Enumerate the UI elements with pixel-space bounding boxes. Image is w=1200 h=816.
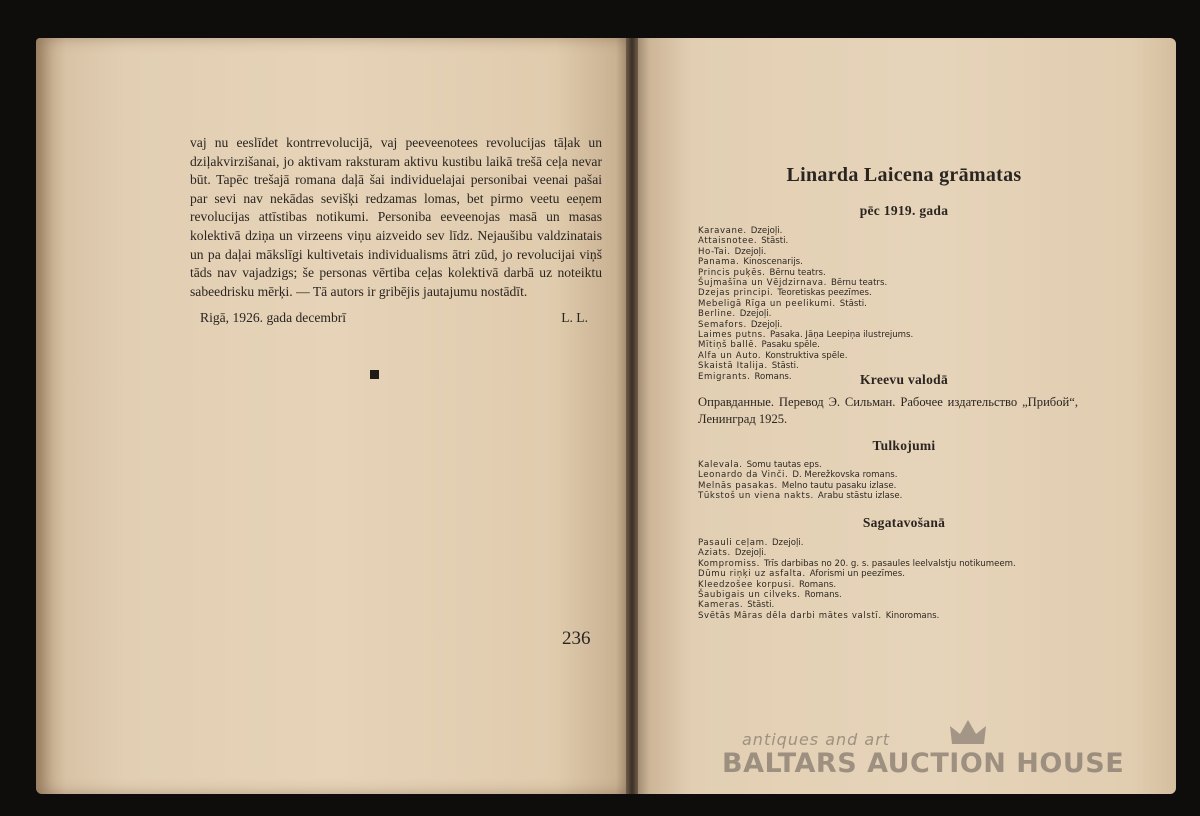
list-item (698, 309, 1128, 319)
list-item (698, 236, 1128, 246)
work-title: Laimes putns. (698, 330, 767, 341)
work-description: D. Merežkovska romans. (792, 470, 898, 481)
work-description: Aforismi un peezīmes. (809, 569, 905, 580)
work-description: Kinoromans. (885, 610, 940, 621)
work-title: Attaisnotee. (698, 236, 758, 247)
work-title: Aziats. (698, 548, 731, 559)
work-title: Ho-Tai. (698, 246, 731, 257)
work-description: Romans. (804, 590, 842, 601)
right-page (632, 38, 1176, 794)
section-heading-in-preparation: Sagatavošanā (862, 515, 946, 530)
left-page (36, 38, 632, 794)
watermark-name: BALTARS AUCTION HOUSE (722, 748, 1125, 779)
list-item (698, 538, 1128, 548)
work-title: Tūkstoš un viena nakts. (698, 491, 814, 502)
work-description: Dzejoļi. (750, 226, 783, 236)
work-description: Dzejoļi. (750, 319, 783, 330)
list-item (698, 226, 1128, 236)
work-title: Panama. (698, 257, 740, 268)
list-item (698, 340, 1128, 350)
work-description: Teoretiskas peezīmes. (777, 288, 872, 299)
work-description: Melno tautu pasaku izlase. (781, 480, 897, 491)
list-item (698, 580, 1128, 590)
signature-line (200, 310, 588, 326)
work-title: Leonardo da Vinči. (698, 470, 789, 481)
list-item (698, 611, 1128, 621)
work-title: Kameras. (698, 600, 744, 611)
translations-list (698, 460, 1128, 502)
work-description: Dzejoļi. (739, 309, 772, 320)
work-title: Melnās pasakas. (698, 480, 778, 491)
work-title: Skaistā Italija. (698, 361, 768, 372)
work-description: Kinoscenarijs. (743, 257, 803, 268)
work-description: Stāsti. (839, 298, 867, 309)
list-item (698, 481, 1128, 491)
in-preparation-list (698, 538, 1128, 621)
work-description: Arabu stāstu izlase. (817, 491, 903, 502)
work-description: Stāsti. (747, 600, 775, 611)
author-initials: L. L. (561, 310, 588, 325)
list-item (698, 288, 1128, 298)
work-description: Trīs darbibas no 20. g. s. pasaules leelvalstju notikumeem. (763, 558, 1016, 569)
list-item (698, 569, 1128, 579)
work-description: Dzejoļi. (771, 538, 804, 548)
work-title: Šujmašīna un Vējdzirnava. (698, 278, 827, 289)
list-item (698, 247, 1128, 257)
work-description: Konstruktiva spēle. (765, 350, 848, 361)
work-title: Princis puķēs. (698, 267, 766, 278)
russian-edition-text: Оправданные. Перевод Э. Сильман. Рабочее издательство „Прибой“, Ленинград 1925. (698, 395, 1078, 426)
list-item (698, 590, 1128, 600)
work-description: Stāsti. (761, 236, 789, 247)
work-title: Svētās Māras dēla darbi mātes valstī. (698, 610, 882, 621)
end-square-mark (370, 370, 379, 379)
list-item (698, 299, 1128, 309)
work-description: Pasaku spēle. (761, 340, 820, 351)
work-title: Berline. (698, 309, 736, 320)
work-title: Kleedzošee korpusi. (698, 579, 795, 590)
work-title: Alfa un Auto. (698, 350, 762, 361)
page-title: Linarda Laicena grāmatas (786, 164, 1022, 186)
list-item (698, 559, 1128, 569)
work-description: Dzejoļi. (734, 548, 767, 559)
work-title: Dūmu riņķi uz asfalta. (698, 569, 806, 580)
work-description: Pasaka. Jāņa Leepiņa ilustrejums. (770, 330, 914, 341)
book-spine (626, 38, 638, 794)
work-title: Pasauli ceļam. (698, 538, 768, 548)
list-item (698, 361, 1128, 371)
section-heading-russian: Kreevu valodā (859, 372, 949, 387)
list-item (698, 268, 1128, 278)
works-list-after-1919 (698, 226, 1128, 382)
list-item (698, 460, 1128, 470)
list-item (698, 257, 1128, 267)
page-number: 236 (562, 628, 591, 649)
work-title: Šaubigais un cilveks. (698, 590, 801, 601)
work-title: Kompromiss. (698, 558, 760, 569)
work-title: Kalevala. (698, 460, 743, 470)
list-item (698, 470, 1128, 480)
crown-icon (948, 716, 988, 748)
section-heading-after-1919: pēc 1919. gada (859, 203, 949, 218)
work-title: Emigrants. (698, 371, 751, 382)
work-title: Dzejas principi. (698, 288, 774, 299)
work-description: Somu tautas eps. (746, 460, 822, 470)
work-title: Semafors. (698, 319, 747, 330)
list-item (698, 351, 1128, 361)
list-item (698, 330, 1128, 340)
list-item (698, 320, 1128, 330)
work-description: Bērnu teatrs. (830, 278, 888, 289)
closing-paragraph (190, 134, 602, 301)
work-description: Dzejoļi. (734, 246, 767, 257)
section-heading-translations: Tulkojumi (872, 438, 936, 453)
list-item (698, 491, 1128, 501)
work-title: Mītiņš ballē. (698, 340, 758, 351)
work-description: Romans. (754, 371, 792, 382)
list-item (698, 600, 1128, 610)
watermark-tagline: antiques and art (742, 730, 891, 749)
open-book (36, 38, 1176, 794)
work-description: Bērnu teatrs. (769, 267, 826, 278)
work-title: Mebeligā Rīga un peelikumi. (698, 298, 836, 309)
paragraph-text: vaj nu eeslīdet kontrrevolucijā, vaj peeveenotees revolucijas tāļak un dziļakvirzišanai, jo aktivam raksturam aktivu kustibu laikā trešā ceļa nevar būt. Tapēc trešajā romana daļā šai individuelajai personibai veenai pašai par sevi nav nekādas sevišķi redzamas lomas, bet pirmo veetu eeņem revolucijas attīstibas notikumi. Personiba eeveenojas masā un masas kolektivā dziņa un virzeens viņu aizveido sev līdz. Nejaušibu valdzinatais un pa daļai mākslīgi kultivetais individualisms ātri zūd, jo revolucijai viņš tāds nav vajadzigs; še personas vērtiba ceļas kolektivā darbā uz noteiktu sabeedrisku mērķi. — Tā autors ir gribējis jautajumu nostādīt. (190, 135, 602, 299)
place-date: Rigā, 1926. gada decembrī (200, 310, 347, 325)
list-item (698, 278, 1128, 288)
work-description: Stāsti. (771, 361, 799, 372)
list-item (698, 548, 1128, 558)
work-description: Romans. (798, 579, 837, 590)
book-list (632, 38, 1176, 794)
work-title: Karavane. (698, 226, 747, 236)
